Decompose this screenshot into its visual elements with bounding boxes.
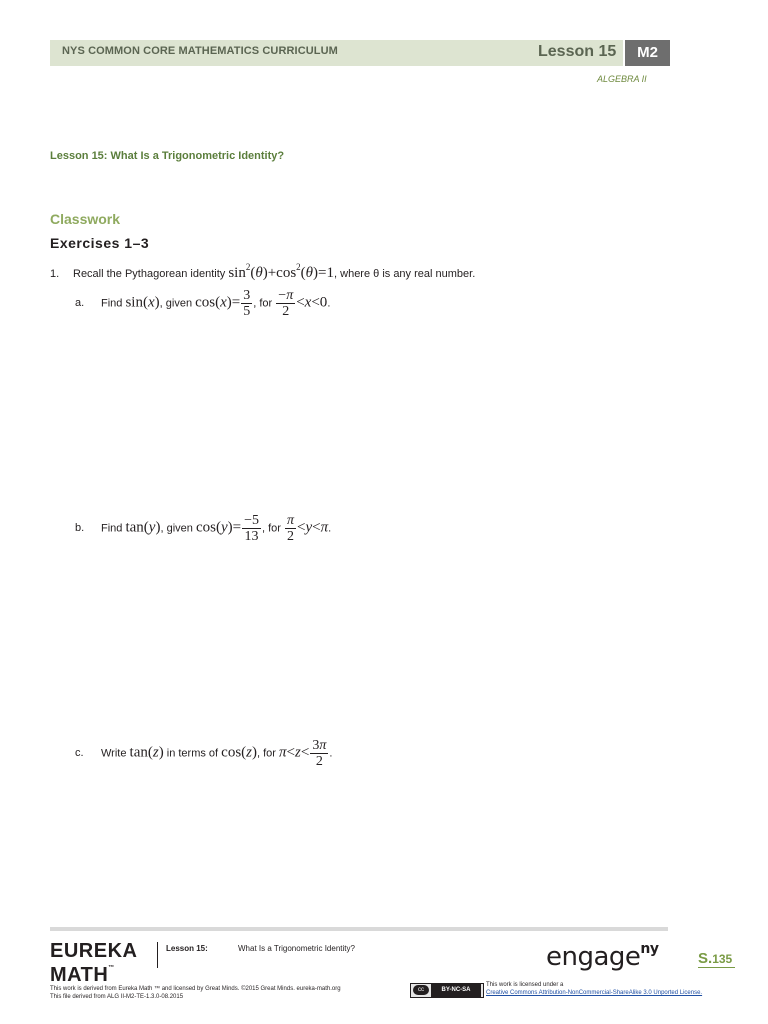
cc-badge-text: BY-NC-SA (431, 984, 481, 997)
exercise-1 (50, 262, 475, 282)
fraction-neg-pi-2: $\frac{-\pi}{2}$ (278, 288, 294, 319)
exercise-1-intro: Recall the Pythagorean identity (73, 268, 226, 280)
exercises-heading: Exercises 1–3 (50, 235, 150, 251)
engage-text: engage (546, 942, 641, 972)
module-badge: M2 (625, 40, 670, 66)
course-name: ALGEBRA II (597, 74, 647, 84)
fraction-3-5: $\frac{3}{5}$ (243, 288, 251, 319)
part-letter: b. (75, 522, 85, 535)
license-notice (486, 981, 702, 997)
pythagorean-identity: $\sin^2(\theta)+\cos^2(\theta)=1$ (228, 262, 335, 281)
exercise-1a: a. Find sin(x), given cos(x)= $\frac{3}{5}$ , for $\frac{-\pi}{2}$ <x<0. (75, 288, 331, 319)
section-heading: Classwork (50, 211, 121, 227)
fraction-neg5-13: $\frac{-5}{13}$ (244, 513, 259, 544)
exercise-1-outro: , where θ is any real number. (334, 268, 476, 280)
exercise-1b: b. Find tan(y), given cos(y)= $\frac{-5}{13}$ , for $\frac{\pi}{2}$ <y<π. (75, 513, 332, 544)
footer-divider (50, 927, 668, 931)
creative-commons-badge (410, 983, 484, 998)
cc-icon: cc (413, 985, 429, 995)
license-link[interactable]: Creative Commons Attribution-NonCommercial-ShareAlike 3.0 Unported License. (486, 990, 703, 996)
page-number-value: 135 (712, 952, 733, 966)
exercise-1c: c. Write tan(z) in terms of cos(z), for π<z< $\frac{3\pi}{2}$ . (75, 738, 333, 769)
derivation-notice (50, 985, 341, 1001)
license-line-1: This work is licensed under a (486, 982, 564, 988)
footer-separator (157, 942, 158, 968)
page-number (698, 950, 732, 967)
footer-lesson-title: What Is a Trigonometric Identity? (238, 944, 355, 953)
page-prefix: S. (698, 950, 713, 967)
lesson-number: Lesson 15 (538, 43, 617, 60)
derivation-line-1: This work is derived from Eureka Math ™ and licensed by Great Minds. ©2015 Great Minds. eureka-math.org (50, 986, 341, 992)
page-number-underline (698, 967, 735, 968)
fraction-3pi-2: $\frac{3\pi}{2}$ (312, 738, 327, 769)
footer-lesson-label: Lesson 15: (166, 944, 208, 953)
engageny-logo (546, 941, 659, 972)
fraction-pi-2: $\frac{\pi}{2}$ (287, 513, 295, 544)
ny-text: ny (640, 941, 659, 957)
exercise-number: 1. (50, 268, 60, 280)
curriculum-title: NYS COMMON CORE MATHEMATICS CURRICULUM (62, 45, 338, 57)
part-letter: a. (75, 297, 85, 310)
derivation-line-2: This file derived from ALG II-M2-TE-1.3.0-08.2015 (50, 994, 184, 1000)
lesson-title: Lesson 15: What Is a Trigonometric Identity? (50, 150, 285, 162)
eureka-logo-line2: MATH™ (50, 964, 115, 986)
eureka-logo-line1: EUREKA (50, 940, 138, 962)
part-letter: c. (75, 747, 84, 760)
eureka-logo-math: MATH (50, 964, 109, 986)
